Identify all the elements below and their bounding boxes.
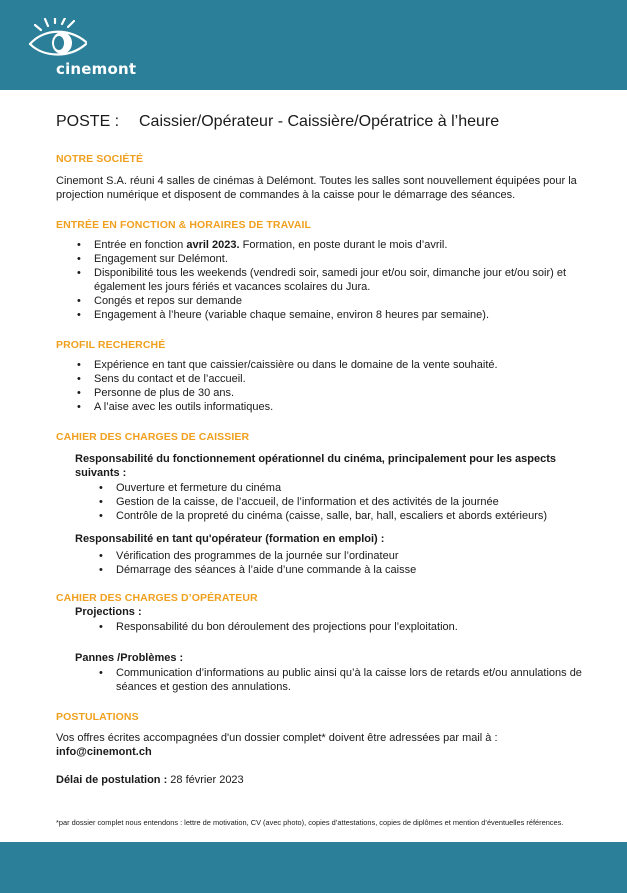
brand-name: cinemont [56, 60, 137, 78]
section-title-postulations: POSTULATIONS [56, 711, 139, 723]
list-item: • Vérification des programmes de la journée sur l’ordinateur [116, 549, 586, 563]
list-item: • Engagement à l’heure (variable chaque semaine, environ 8 heures par semaine). [94, 308, 586, 322]
job-title: Caissier/Opérateur - Caissière/Opératrice à l’heure [139, 113, 500, 130]
section-title-caissier: CAHIER DES CHARGES DE CAISSIER [56, 431, 250, 443]
contact-email[interactable]: info@cinemont.ch [56, 746, 152, 758]
list-item: • Contrôle de la propreté du cinéma (caisse, salle, bar, hall, escaliers et abords extérieurs) [116, 509, 586, 523]
list-item: • Responsabilité du bon déroulement des projections pour l’exploitation. [116, 620, 586, 634]
eye-logo-icon [28, 18, 88, 65]
list-item: • Démarrage des séances à l’aide d’une commande à la caisse [116, 563, 586, 577]
list-item: • Disponibilité tous les weekends (vendredi soir, samedi jour et/ou soir, dimanche jour et/ou soir) et également les jours fériés et vacances scolaires du Jura. [94, 266, 586, 294]
list-item: • Personne de plus de 30 ans. [94, 386, 586, 400]
postulations-text: Vos offres écrites accompagnées d'un dossier complet* doivent être adressées par mail à : [56, 732, 498, 744]
list-item: • Expérience en tant que caissier/caissière ou dans le domaine de la vente souhaité. [94, 358, 586, 372]
pannes-list [116, 666, 586, 694]
entree-list [94, 238, 586, 322]
list-item: • Sens du contact et de l’accueil. [94, 372, 586, 386]
poste-label: POSTE : [56, 113, 120, 130]
projections-list [116, 620, 586, 634]
list-item: • Ouverture et fermeture du cinéma [116, 481, 586, 495]
caissier-resp2-heading: Responsabilité en tant qu'opérateur (formation en emploi) : [75, 533, 385, 545]
section-title-profil: PROFIL RECHERCHÉ [56, 339, 166, 351]
profil-list [94, 358, 586, 414]
header-band [0, 0, 627, 90]
list-item: • A l’aise avec les outils informatiques. [94, 400, 586, 414]
projections-heading: Projections : [75, 606, 142, 618]
list-item: • Communication d’informations au public ainsi qu’à la caisse lors de retards et/ou annulations de séances et gestion des annulations. [116, 666, 586, 694]
caissier-resp1-heading: Responsabilité du fonctionnement opérationnel du cinéma, principalement pour les aspects suivants : [75, 453, 557, 479]
deadline-line: Délai de postulation : 28 février 2023 [56, 774, 244, 786]
list-item: • Entrée en fonction avril 2023. Formation, en poste durant le mois d’avril. [94, 238, 586, 252]
list-item: • Engagement sur Delémont. [94, 252, 586, 266]
document-body [56, 112, 586, 787]
caissier-resp2-list [116, 549, 586, 577]
pannes-heading: Pannes /Problèmes : [75, 652, 184, 664]
footnote: *par dossier complet nous entendons : lettre de motivation, CV (avec photo), copies d’attestations, copies de diplômes et mention d’éventuelles références. [56, 818, 564, 827]
societe-text: Cinemont S.A. réuni 4 salles de cinémas à Delémont. Toutes les salles sont nouvellement équipées pour la projection numérique et disposent de commandes à la caisse pour le démarrage des séances. [56, 175, 577, 201]
list-item: • Congés et repos sur demande [94, 294, 586, 308]
section-title-operateur: CAHIER DES CHARGES D’OPÉRATEUR [56, 592, 258, 604]
section-title-entree: ENTRÉE EN FONCTION & HORAIRES DE TRAVAIL [56, 219, 312, 231]
job-title-line [56, 112, 586, 132]
caissier-resp1-list [116, 481, 586, 523]
section-title-societe: NOTRE SOCIÉTÉ [56, 153, 144, 165]
footer-band [0, 842, 627, 893]
list-item: • Gestion de la caisse, de l’accueil, de l’information et des activités de la journée [116, 495, 586, 509]
